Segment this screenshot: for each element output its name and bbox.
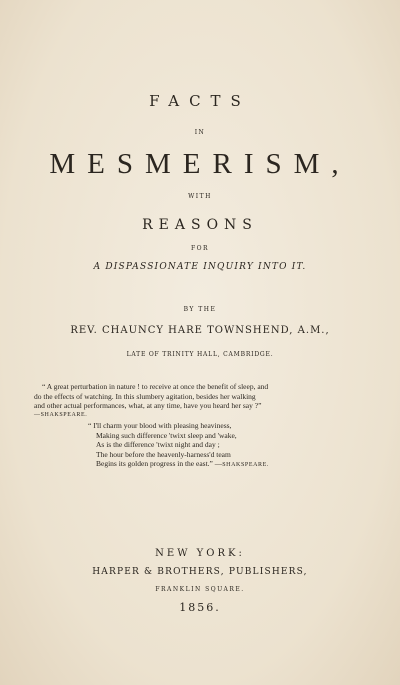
- title-for: FOR: [190, 245, 210, 252]
- by-the: BY THE: [183, 306, 217, 313]
- title-subtitle: A DISPASSIONATE INQUIRY INTO IT.: [93, 262, 307, 272]
- epigraph-second-line-text: Begins its golden progress in the east.” —: [96, 459, 223, 468]
- title-with: WITH: [188, 193, 212, 200]
- epigraph-first-attribution: —SHAKSPEARE.: [34, 411, 88, 418]
- epigraph-first: [34, 382, 374, 420]
- imprint-publisher: HARPER & BROTHERS, PUBLISHERS,: [92, 567, 308, 577]
- title-facts: FACTS: [149, 92, 251, 110]
- epigraph-second-line: As is the difference 'twixt night and day ;: [96, 440, 220, 449]
- imprint-city: NEW YORK:: [155, 548, 245, 559]
- epigraph-first-line: “ A great perturbation in nature ! to receive at once the benefit of sleep, and: [42, 382, 269, 391]
- epigraph-first-line: do the effects of watching. In this slumbery agitation, besides her walking: [34, 391, 256, 401]
- epigraph-second-line-last: [88, 459, 378, 471]
- epigraph-second-line: “ I'll charm your blood with pleasing heaviness,: [88, 421, 232, 430]
- epigraph-first-line: and other actual performances, what, at any time, have you heard her say ?”: [34, 401, 262, 410]
- epigraph-second-line: Making such difference 'twixt sleep and 'wake,: [96, 430, 237, 440]
- title-reasons: REASONS: [142, 217, 258, 233]
- title-in: IN: [194, 129, 206, 136]
- author-affiliation: LATE OF TRINITY HALL, CAMBRIDGE.: [126, 351, 274, 358]
- imprint-year: 1856.: [179, 601, 221, 614]
- epigraph-second-attribution: SHAKSPEARE.: [222, 462, 270, 468]
- title-mesmerism: MESMERISM,: [49, 148, 351, 180]
- epigraph-second: [88, 421, 378, 471]
- author-name: REV. CHAUNCY HARE TOWNSHEND, A.M.,: [70, 325, 330, 336]
- epigraph-second-line: The hour before the heavenly-harness'd team: [96, 449, 231, 459]
- imprint-address: FRANKLIN SQUARE.: [155, 586, 245, 593]
